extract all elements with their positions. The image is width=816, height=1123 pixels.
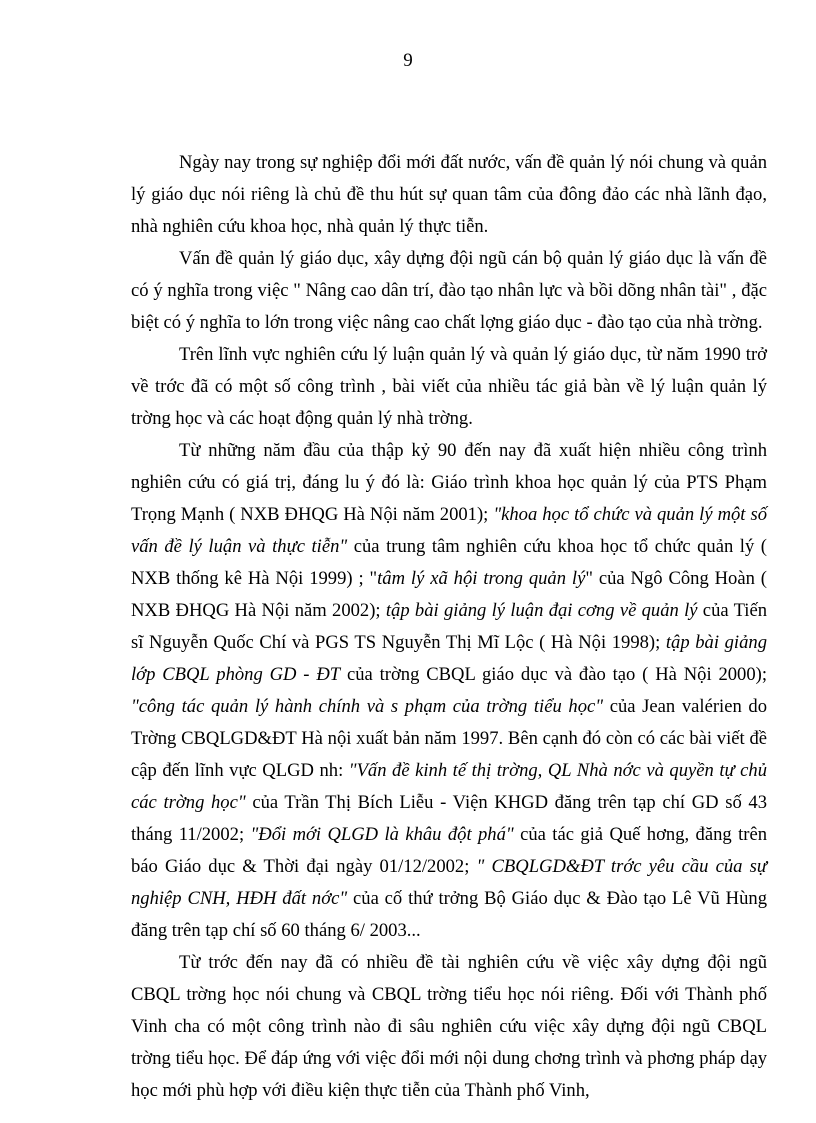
italic-title-text: tập bài giảng lớp CBQL phòng GD - ĐT: [131, 632, 767, 685]
text-run: của trờng CBQL giáo dục và đào tạo ( Hà Nội 2000);: [340, 664, 768, 685]
italic-title-text: tập bài giảng lý luận đại cơng về quản lý: [385, 600, 698, 621]
italic-title-text: "công tác quản lý hành chính và s phạm của trờng tiểu học": [131, 696, 604, 717]
italic-title-text: "Vấn đề kinh tế thị trờng, QL Nhà nớc và quyền tự chủ các trờng học": [131, 760, 768, 813]
text-run: của trung tâm nghiên cứu khoa học tổ chức quản lý ( NXB thống kê Hà Nội 1999) ; ": [131, 536, 767, 589]
text-run: Từ những năm đầu của thập kỷ 90 đến nay đã xuất hiện nhiều công trình nghiên cứu có giá trị, đáng lu ý đó là: Giáo trình khoa học quản lý của PTS Phạm Trọng Mạnh ( NXB ĐHQG Hà Nội năm 2001);: [131, 440, 767, 525]
paragraph: [131, 435, 767, 947]
text-run: của cố thứ trởng Bộ Giáo dục & Đào tạo Lê Vũ Hùng đăng trên tạp chí số 60 tháng 6/ 2003...: [131, 888, 767, 941]
italic-title-text: " CBQLGD&ĐT trớc yêu cầu của sự nghiệp CNH, HĐH đất nớc": [131, 856, 767, 909]
page-number: 9: [403, 50, 413, 71]
paragraph: [131, 339, 767, 435]
text-run: của Jean valérien do Trờng CBQLGD&ĐT Hà nội xuất bản năm 1997. Bên cạnh đó còn có các bài viết đề cập đến lĩnh vực QLGD nh:: [131, 696, 767, 781]
text-run: của Tiến sĩ Nguyễn Quốc Chí và PGS TS Nguyễn Thị Mĩ Lộc ( Hà Nội 1998);: [131, 600, 767, 653]
text-run: của Trần Thị Bích Liễu - Viện KHGD đăng trên tạp chí GD số 43 tháng 11/2002;: [131, 792, 767, 845]
text-run: " của Ngô Công Hoàn ( NXB ĐHQG Hà Nội năm 2002);: [131, 568, 767, 621]
italic-title-text: tâm lý xã hội trong quản lý: [377, 568, 586, 589]
body-text: [131, 147, 767, 1107]
text-run: Ngày nay trong sự nghiệp đổi mới đất nước, vấn đề quản lý nói chung và quản lý giáo dục nói riêng là chủ đề thu hút sự quan tâm của đông đảo các nhà lãnh đạo, nhà nghiên cứu khoa học, nhà quản lý thực tiễn.: [131, 152, 767, 237]
paragraph: [131, 243, 767, 339]
paragraph: [131, 147, 767, 243]
italic-title-text: "khoa học tổ chức và quản lý một số vấn đề lý luận và thực tiễn": [131, 504, 767, 557]
text-run: Trên lĩnh vực nghiên cứu lý luận quản lý và quản lý giáo dục, từ năm 1990 trở về trớc đã có một số công trình , bài viết của nhiều tác giả bàn về lý luận quản lý trờng học và các hoạt động quản lý nhà trờng.: [131, 344, 767, 429]
text-run: Vấn đề quản lý giáo dục, xây dựng đội ngũ cán bộ quản lý giáo dục là vấn đề có ý nghĩa trong việc " Nâng cao dân trí, đào tạo nhân lực và bồi dõng nhân tài" , đặc biệt có ý nghĩa to lớn trong việc nâng cao chất lợng giáo dục - đào tạo của nhà trờng.: [131, 248, 767, 333]
text-run: của tác giả Quế hơng, đăng trên báo Giáo dục & Thời đại ngày 01/12/2002;: [131, 824, 767, 877]
paragraph: [131, 947, 767, 1107]
italic-title-text: "Đổi mới QLGD là khâu đột phá": [250, 824, 514, 845]
text-run: Từ trớc đến nay đã có nhiều đề tài nghiên cứu về việc xây dựng đội ngũ CBQL trờng học nói chung và CBQL trờng tiểu học nói riêng. Đối với Thành phố Vinh cha có một công trình nào đi sâu nghiên cứu việc xây dựng đội ngũ CBQL trờng tiểu học. Để đáp ứng với việc đổi mới nội dung chơng trình và phơng pháp dạy học mới phù hợp với điều kiện thực tiễn của Thành phố Vinh,: [131, 952, 767, 1101]
